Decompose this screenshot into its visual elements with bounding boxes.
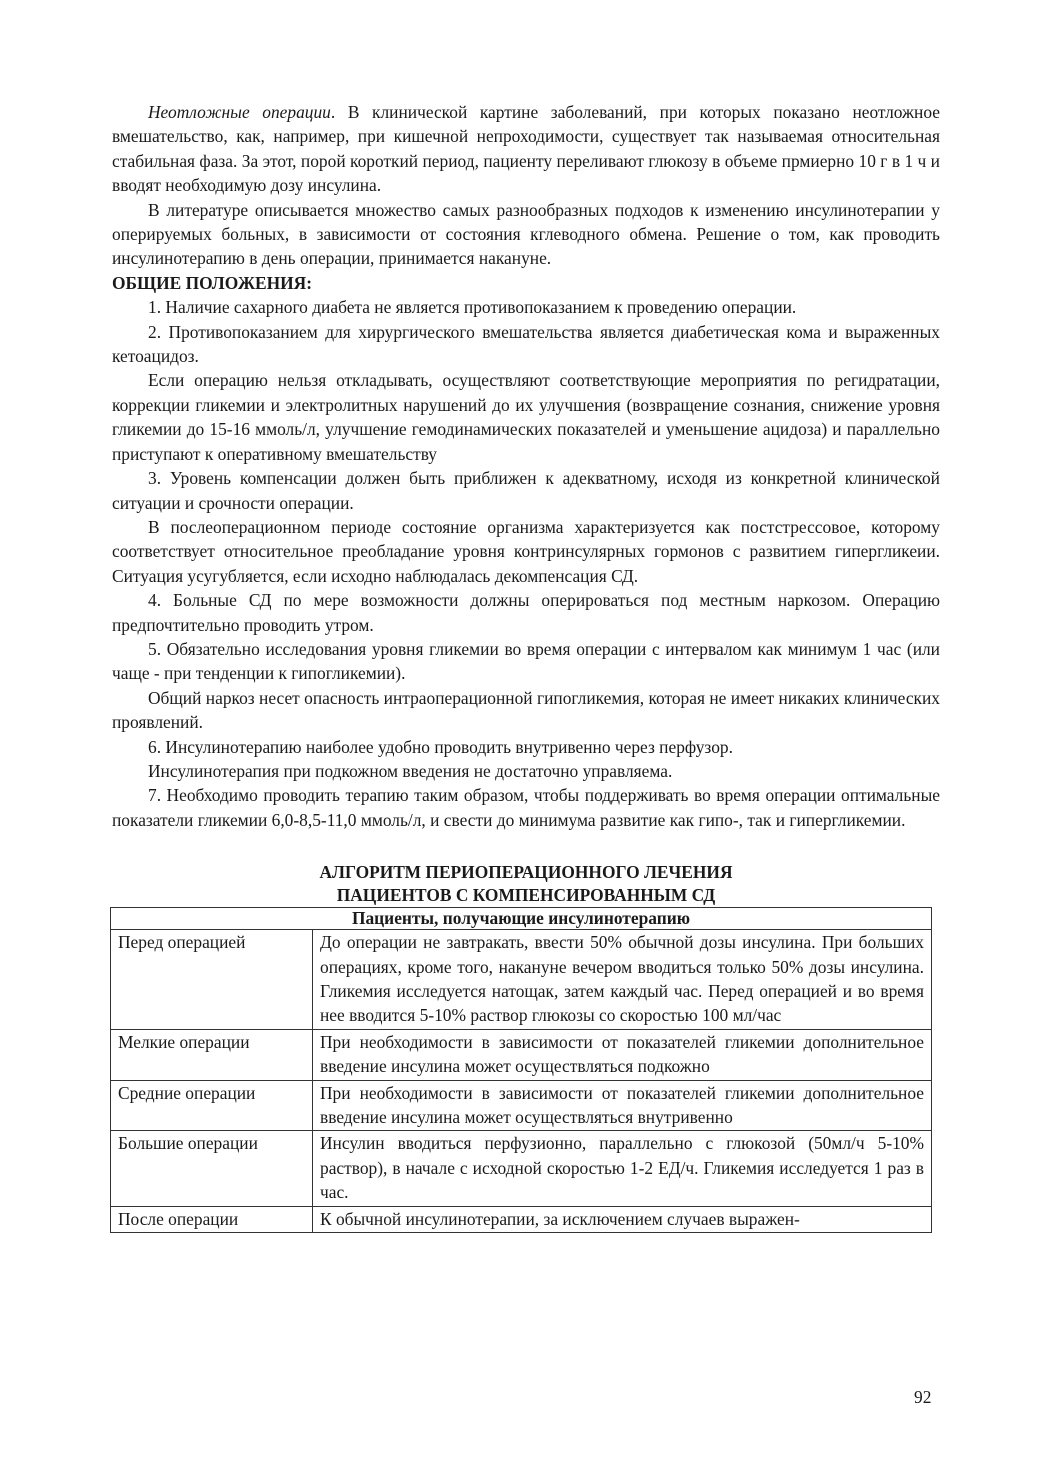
provision-5: 5. Обязательно исследования уровня гликемии во время операции с интервалом как минимум 1 час (или чаще - при тенденции к гипогликемии). [112, 638, 940, 684]
general-provisions-heading: ОБЩИЕ ПОЛОЖЕНИЯ: [112, 272, 313, 293]
intro-paragraph-2: В литературе описывается множество самых разнообразных подходов к изменению инсулинотерапии у оперируемых больных, в зависимости от состояния кглеводного обмена. Решение о том, как проводить инсулинотерапию в день операции, принимается накануне. [112, 199, 940, 269]
algorithm-table [110, 907, 932, 1233]
intro-paragraph-1-text: . В клинической картине заболеваний, при которых показано неотложное вмешательство, как, например, при кишечной непроходимости, существует так называемая относительная стабильная фаза. За этот, порой короткий период, пациенту переливают глюкозу в объеме прмиерно 10 г в 1 ч и вводят необходимую дозу инсулина. [112, 102, 940, 196]
stage-cell: После операции [111, 1206, 313, 1232]
intro-paragraph-1 [112, 100, 940, 198]
provision-6-note: Инсулинотерапия при подкожном введения не достаточно управляема. [148, 760, 673, 781]
provision-6: 6. Инсулинотерапию наиболее удобно проводить внутривенно через перфузор. [148, 736, 733, 757]
table-row [111, 1080, 932, 1131]
provision-3: 3. Уровень компенсации должен быть приближен к адекватному, исходя из конкретной клинической ситуации и срочности операции. [112, 468, 940, 513]
instruction-cell: При необходимости в зависимости от показателей гликемии дополнительное введение инсулина может осуществляться внутривенно [313, 1080, 932, 1131]
table-row [111, 930, 932, 1030]
provision-2-note: Если операцию нельзя откладывать, осуществляют соответствующие мероприятия по регидратации, коррекции гликемии и электролитных нарушений до их улучшения (возвращение сознания, снижение уровня гликемии до 15-16 ммоль/л, улучшение гемодинамических показателей и уменьшение ацидоза) и параллельно приступают к оперативному вмешательству [112, 370, 940, 464]
provision-4: 4. Больные СД по мере возможности должны оперироваться под местным наркозом. Операцию предпочтительно проводить утром. [112, 590, 940, 635]
table-header-row [111, 908, 932, 930]
instruction-cell: При необходимости в зависимости от показателей гликемии дополнительное введение инсулина может осуществляться подкожно [313, 1029, 932, 1080]
table-row [111, 1029, 932, 1080]
provision-3-note: В послеоперационном периоде состояние организма характеризуется как постстрессовое, которому соответствует относительное преобладание уровня контринсулярных гормонов с развитием гипергликеии. Ситуация усугубляется, если исходно наблюдалась декомпенсация СД. [112, 516, 940, 586]
provision-7: 7. Необходимо проводить терапию таким образом, чтобы поддерживать во время операции оптимальные показатели гликемии 6,0-8,5-11,0 ммоль/л, и свести до минимума развитие как гипо-, так и гипергликемии. [112, 785, 940, 830]
page-content [112, 100, 940, 1233]
provision-5-note: Общий наркоз несет опасность интраоперационной гипогликемия, которая не имеет никаких клинических проявлений. [112, 687, 940, 733]
instruction-cell: Инсулин вводиться перфузионно, параллельно с глюкозой (50мл/ч 5-10% раствор), в начале с исходной скоростью 1-2 ЕД/ч. Гликемия исследуется 1 раз в час. [313, 1131, 932, 1206]
provision-1: 1. Наличие сахарного диабета не является противопоказанием к проведению операции. [148, 297, 797, 318]
table-row [111, 1206, 932, 1232]
stage-cell: Перед операцией [111, 930, 313, 1030]
stage-cell: Средние операции [111, 1080, 313, 1131]
emergency-operations-term: Неотложные операции [148, 102, 331, 122]
page-number: 92 [914, 1387, 932, 1407]
algorithm-title-line-2: ПАЦИЕНТОВ С КОМПЕНСИРОВАННЫМ СД [336, 885, 716, 906]
stage-cell: Мелкие операции [111, 1029, 313, 1080]
provision-2: 2. Противопоказанием для хирургического вмешательства является диабетическая кома и выраженных кетоацидоз. [112, 321, 940, 367]
table-row [111, 1131, 932, 1206]
table-header-cell: Пациенты, получающие инсулинотерапию [111, 908, 932, 930]
algorithm-title [112, 861, 940, 907]
instruction-cell: До операции не завтракать, ввести 50% обычной дозы инсулина. При больших операциях, кроме того, накануне вечером вводиться только 50% дозы инсулина. Гликемия исследуется натощак, затем каждый час. Перед операцией и во время нее вводится 5-10% раствор глюкозы со скоростью 100 мл/час [313, 930, 932, 1030]
algorithm-title-line-1: АЛГОРИТМ ПЕРИОПЕРАЦИОННОГО ЛЕЧЕНИЯ [319, 862, 733, 883]
instruction-cell: К обычной инсулинотерапии, за исключением случаев выражен- [313, 1206, 932, 1232]
stage-cell: Большие операции [111, 1131, 313, 1206]
